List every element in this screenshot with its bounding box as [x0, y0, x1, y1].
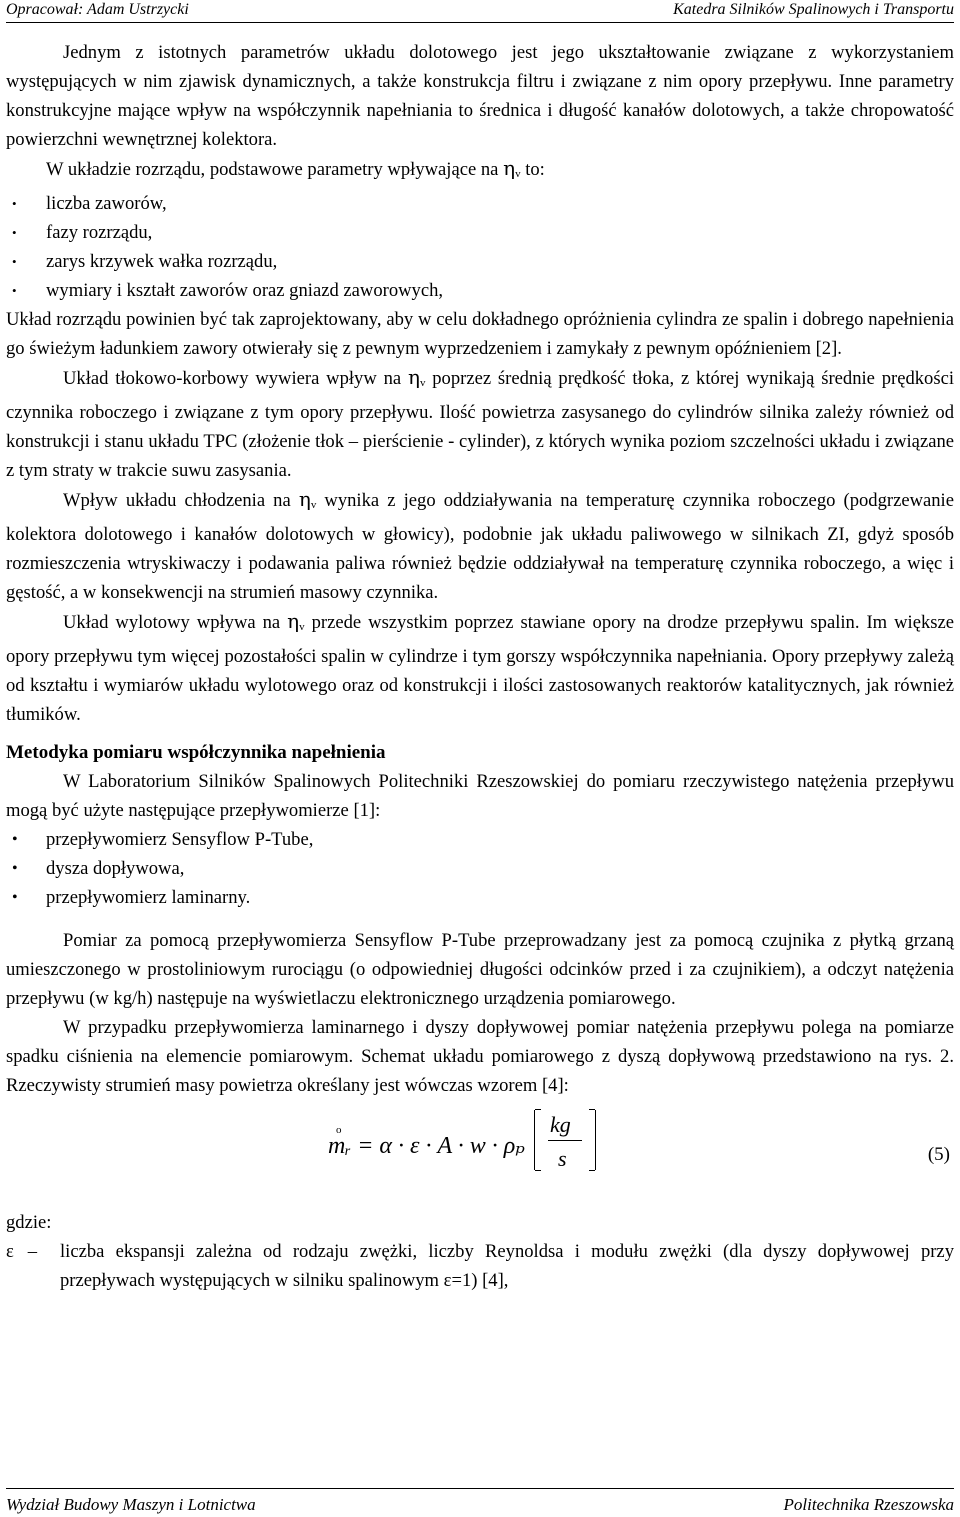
definition-epsilon: [6, 1237, 954, 1295]
flowmeter-list: [6, 825, 954, 912]
paragraph-sensyflow: Pomiar za pomocą przepływomierza Sensyflow P-Tube przeprowadzany jest za pomocą czujnika z płytką grzaną umieszczonego w prostoliniowym rurociągu (o odpowiedniej długości odcinków przed i za czujnikiem), a odczyt natężenia przepływu (w kg/h) następuje na wyświetlaczu elektronicznego urządzenia pomiarowego.: [6, 930, 954, 1009]
page-footer: [6, 1488, 954, 1517]
paragraph-intro: Jednym z istotnych parametrów układu dolotowego jest jego ukształtowanie związane z wykorzystaniem występujących w nim zjawisk dynamicznych, a także konstrukcja filtru i związane z nim opory przepływu. Inne parametry konstrukcyjne mające wpływ na współczynnik napełniania to średnica i długość kanałów dolotowych, a także chropowatość powierzchni wewnętrznej kolektora.: [6, 42, 954, 150]
paragraph-crank: Układ tłokowo-korbowy wywiera wpływ na $\eta_v$ poprzez średnią prędkość tłoka, z której wynikają średnie prędkości czynnika roboczego i związane z tym opory przepływu. Ilość powietrza zasysanego do cylindrów silnika zależy również od konstrukcji i stanu układu TPC (złożenie tłok – pierścienie - cylinder), z których wynika poziom szczelności układu i związane z tym straty w trakcie suwu zasysania.: [6, 365, 955, 481]
paragraph-flowmeters: W Laboratorium Silników Spalinowych Politechniki Rzeszowskiej do pomiaru rzeczywistego natężenia przepływu mogą być użyte następujące przepływomierze [1]:: [6, 771, 954, 821]
dot-accent: o: [336, 1124, 342, 1136]
unit-denominator: s: [558, 1146, 567, 1171]
formula-expression: mᵣ = α · ε · A · w · ρₚ: [328, 1133, 525, 1159]
eta-symbol: η: [287, 609, 300, 633]
paragraph-valve-timing: W układzie rozrządu, podstawowe parametry wpływające na $\eta_v$ to:: [46, 156, 545, 180]
list-item: • dysza dopływowa,: [6, 854, 954, 883]
eta-symbol: η: [503, 156, 516, 180]
valve-parameters-list: [6, 189, 954, 305]
where-label: gdzie:: [6, 1212, 52, 1233]
paragraph-cooling: Wpływ układu chłodzenia na $\eta_v$ wynika z jego oddziaływania na temperaturę czynnika roboczego (podgrzewanie kolektora dolotowego i kanałów dolotowych w głowicy), podobnie jak układu paliwowego w silnikach ZI, gdyż sposób rozmieszczenia wtryskiwaczy i podawania paliwa również będzie oddziaływał na temperaturę czynnika roboczego, a więc i gęstość, a w konsekwencji na strumień masowy czynnika.: [6, 487, 954, 603]
header-author: Opracował: Adam Ustrzycki: [6, 1, 189, 18]
page-header: [6, 0, 954, 23]
paragraph-pressure-drop: W przypadku przepływomierza laminarnego i dyszy dopływowej pomiar natężenia przepływu polega na pomiarze spadku ciśnienia na elemencie pomiarowym. Schemat układu pomiarowego z dyszą dopływową przedstawiono na rys. 2. Rzeczywisty strumień masy powietrza określany jest wówczas wzorem [4]:: [6, 1017, 954, 1096]
definition-text: liczba ekspansji zależna od rodzaju zwężki, liczby Reynoldsa i modułu zwężki (dla dyszy dopływowej przy przepływach występujących w silniku spalinowym ε=1) [4],: [60, 1241, 954, 1291]
footer-faculty: Wydział Budowy Maszyn i Lotnictwa: [6, 1495, 256, 1514]
list-item: • fazy rozrządu,: [6, 218, 954, 247]
equation-number: (5): [927, 1144, 950, 1165]
fraction-line: [548, 1140, 582, 1141]
eta-symbol: η: [298, 487, 311, 511]
list-item: • liczba zaworów,: [6, 189, 954, 218]
header-department: Katedra Silników Spalinowych i Transportu: [673, 1, 954, 18]
epsilon-symbol: ε –: [6, 1241, 38, 1262]
footer-university: Politechnika Rzeszowska: [783, 1495, 954, 1514]
paragraph-valve-design: Układ rozrządu powinien być tak zaprojektowany, aby w celu dokładnego opróżnienia cylindra ze spalin i dobrego napełnienia go świeżym ładunkiem zawory otwierały się z pewnym wyprzedzeniem i zamykały z pewnym opóźnieniem [2].: [6, 309, 954, 359]
list-item: • wymiary i kształt zaworów oraz gniazd zaworowych,: [6, 276, 954, 305]
mass-flow-formula: [6, 1102, 954, 1200]
section-heading: Metodyka pomiaru współczynnika napełnienia: [6, 742, 386, 763]
list-item: • zarys krzywek wałka rozrządu,: [6, 247, 954, 276]
paragraph-exhaust: Układ wylotowy wpływa na $\eta_v$ przede wszystkim poprzez stawiane opory na drodze przepływu spalin. Im większe opory przepływu tym więcej pozostałości spalin w cylindrze i tym gorszy współczynnika napełniania. Opory przepływy zależą od kształtu i wymiarów układu wylotowego oraz od konstrukcji i ilości zastosowanych reaktorów katalitycznych, jak również tłumików.: [6, 609, 954, 725]
eta-symbol: η: [407, 365, 420, 389]
unit-numerator: kg: [550, 1112, 571, 1137]
list-item: • przepływomierz Sensyflow P-Tube,: [6, 825, 954, 854]
document-body: [6, 38, 954, 1295]
list-item: • przepływomierz laminarny.: [6, 883, 954, 912]
